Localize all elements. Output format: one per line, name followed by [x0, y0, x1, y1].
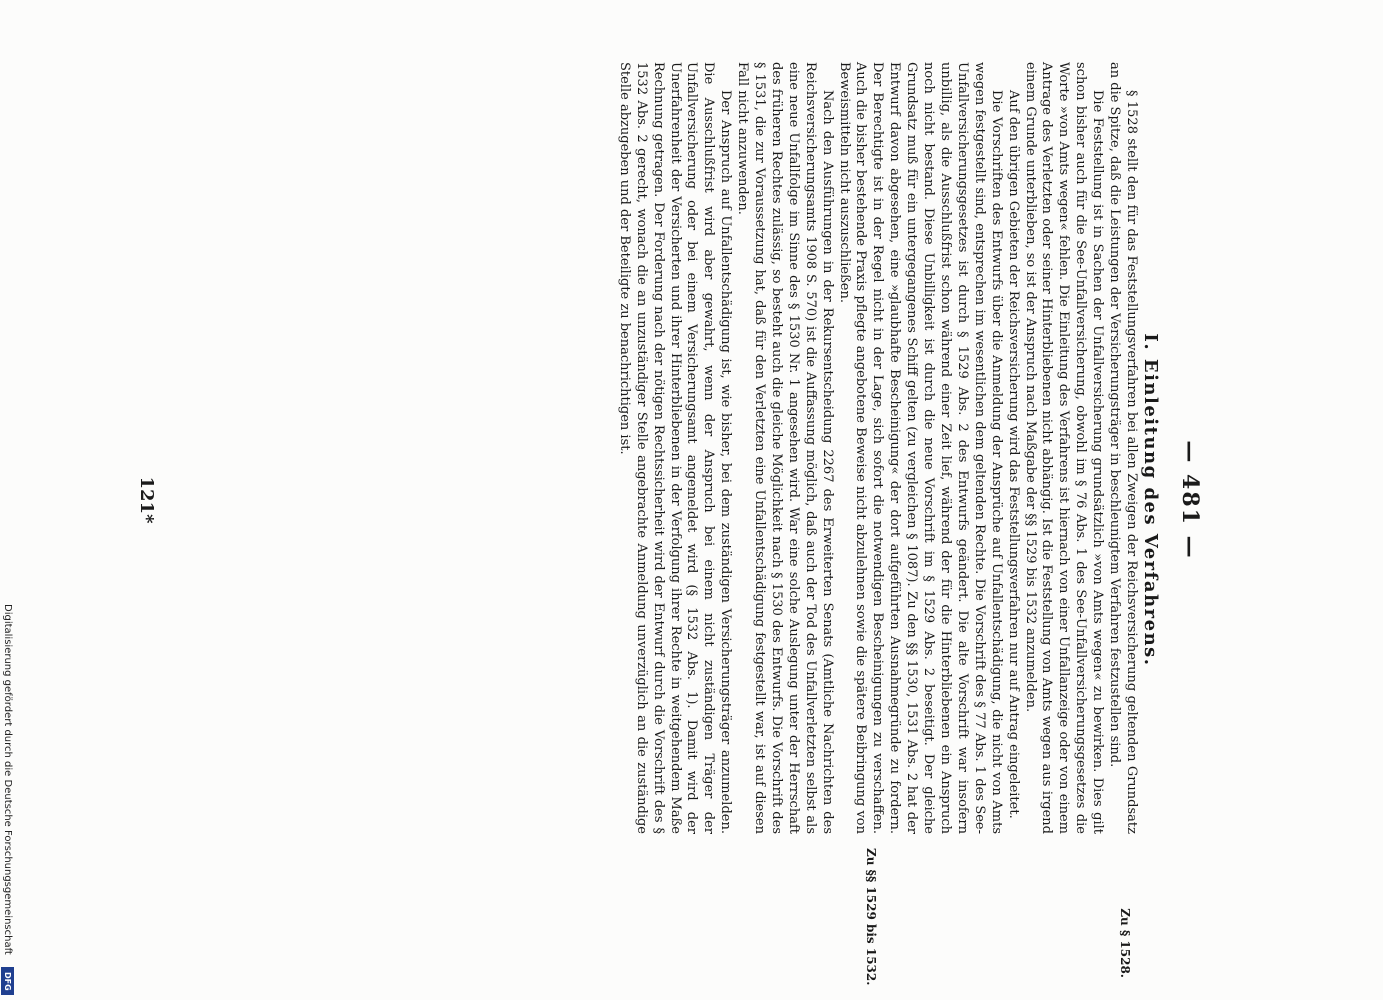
margin-note: Zu § 1528. — [1118, 908, 1132, 978]
page-number: — 481 — — [1177, 440, 1203, 560]
signature-mark: 121* — [136, 476, 157, 524]
dfg-logo: DFG — [1, 967, 14, 995]
margin-note: Zu §§ 1529 bis 1532. — [864, 848, 878, 986]
paragraph: Auf den übrigen Gebieten der Reichsversicherung wird das Feststellungsverfahren nur auf Antrag eingeleitet. — [1005, 90, 1021, 819]
section-heading: I. Einleitung des Verfahrens. — [1140, 333, 1161, 667]
paragraph: Nach den Ausführungen in der Rekursentscheidung 2267 des Erweiterten Senats (Amtliche Nachrichten des Reichsversicherungsamts 1908 S. 570) ist die Auffassung möglich, daß auch der Tod des Unfallverletzten selbst als eine neue Unfallfolge im Sinne des § 1530 Nr. 1 angesehen wird. War eine solche Auslegung unter der Herrschaft des früheren Rechtes zulässig, so besteht auch die gleiche Möglichkeit nach § 1530 des Entwurfs. Die Vorschrift des § 1531, die zur Voraussetzung hat, daß für den Verletzten eine Unfallentschädigung festgestellt war, ist auf diesen Fall nicht anzuwenden. — [735, 62, 835, 834]
digitization-credit: Digitalisierung gefördert durch die Deutsche Forschungsgemeinschaft — [2, 604, 13, 955]
body-text — [615, 62, 1139, 834]
paragraph: § 1528 stellt den für das Feststellungsverfahren bei allen Zweigen der Reichsversicherung geltenden Grundsatz an die Spitze, daß die Leistungen der Versicherungsträger in beschleunigtem Verfahren festzustellen sind. — [1107, 62, 1139, 834]
paragraph: Die Feststellung ist in Sachen der Unfallversicherung grundsätzlich »von Amts wegen« zu bewirken. Dies gilt schon bisher auch für die See-Unfallversicherung, obwohl im § 76 Abs. 1 des See-Unfallversicherungsgesetzes die Worte »von Amts wegen« fehlen. Die Einleitung des Verfahrens ist hiernach von einer Unfallanzeige oder von einem Antrage des Verletzten oder seiner Hinterbliebenen nicht abhängig. Ist die Feststellung von Amts wegen aus irgend einem Grunde unterblieben, so ist der Anspruch nach Maßgabe der §§ 1529 bis 1532 anzumelden. — [1022, 62, 1106, 834]
paragraph: Die Vorschriften des Entwurfs über die Anmeldung der Ansprüche auf Unfallentschädigung, die nicht von Amts wegen festgestellt sind, entsprechen im wesentlichen dem geltenden Rechte. Die Vorschrift des § 77 Abs. 1 des See-Unfallversicherungsgesetzes ist durch § 1529 Abs. 2 des Entwurfs geändert. Die alte Vorschrift war insofern unbillig, als die Ausschlußfrist schon während einer Zeit lief, während der für die Hinterbliebenen ein Anspruch noch nicht bestand. Diese Unbilligkeit ist durch die neue Vorschrift im § 1529 Abs. 2 beseitigt. Der gleiche Grundsatz muß für ein untergegangenes Schiff gelten (zu vergleichen § 1087). Zu den §§ 1530, 1531 Abs. 2 hat der Entwurf davon abgesehen, eine »glaubhafte Bescheinigung« der dort aufgeführten Ausnahmegründe zu fordern. Der Berechtigte ist in der Regel nicht in der Lage, sich sofort die notwendigen Bescheinigungen zu verschaffen. Auch die bisher bestehende Praxis pflegte angebotene Beweise nicht abzulehnen sowie die spätere Beibringung von Beweismitteln nicht auszuschließen. — [836, 62, 1004, 834]
paragraph: Der Anspruch auf Unfallentschädigung ist, wie bisher, bei dem zuständigen Versicherungsträger anzumelden. Die Ausschlußfrist wird aber gewahrt, wenn der Anspruch bei einem nicht zuständigen Träger der Unfallversicherung oder bei einem Versicherungsamt angemeldet wird (§ 1532 Abs. 1). Damit wird der Unerfahrenheit der Versicherten und ihrer Hinterbliebenen in der Verfolgung ihrer Rechte in weitgehendem Maße Rechnung getragen. Der Forderung nach der nötigen Rechtssicherheit wird der Entwurf durch die Vorschrift des § 1532 Abs. 2 gerecht, wonach die an unzuständiger Stelle angebrachte Anmeldung unverzüglich an die zuständige Stelle abzugeben und der Beteiligte zu benachrichtigen ist. — [616, 62, 734, 834]
